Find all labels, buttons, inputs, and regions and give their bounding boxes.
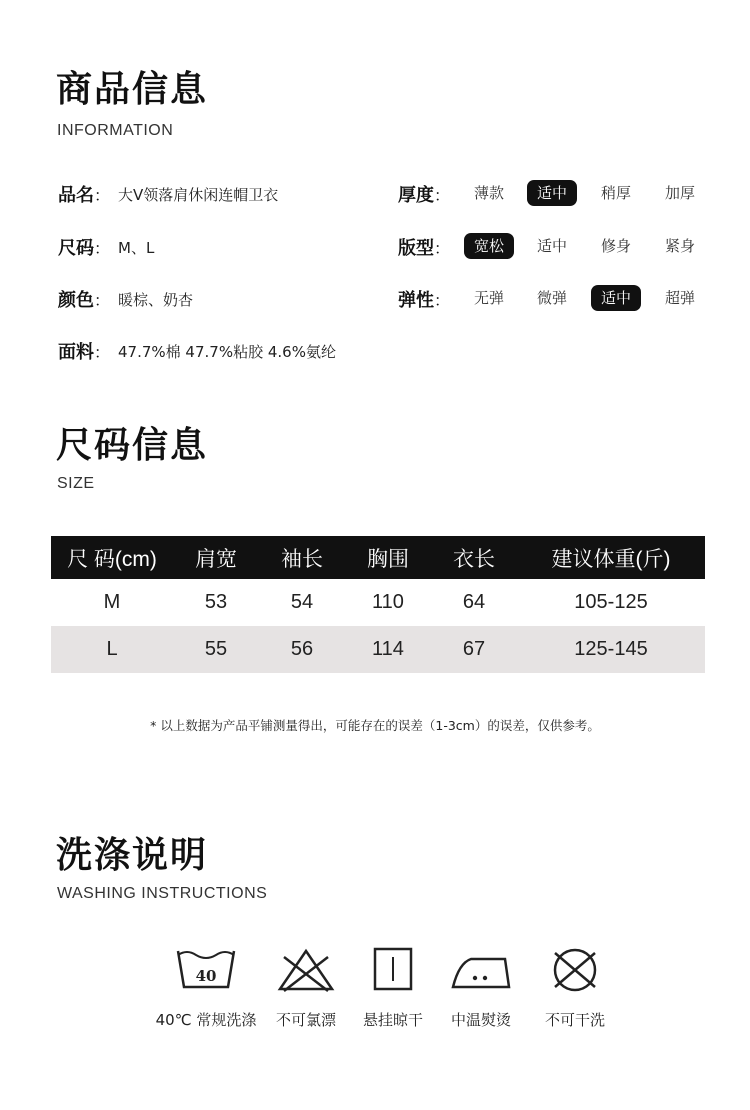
column-header: 肩宽 [173,536,259,579]
wash-item [261,945,351,1029]
table-cell: 125-145 [517,626,705,673]
table-row [51,626,705,673]
washing-title: 洗涤说明 [56,835,209,876]
table-cell: 67 [431,626,517,673]
table-cell: 64 [462,591,486,613]
separator: ： [94,185,111,205]
size-table-header [51,536,705,579]
wash-item [436,945,526,1029]
column-header: 胸围 [345,536,431,579]
product-color-value: 暖棕、奶杏 [118,290,194,309]
wash-40-icon [174,945,238,995]
separator: ： [434,238,451,258]
wash-label: 40℃ 常规洗涤 [155,1011,257,1029]
product-fabric-row [58,338,336,364]
product-fabric-value: 47.7%棉 47.7%粘胶 4.6%氨纶 [118,342,336,361]
elasticity-option: 超弹 [664,289,695,307]
elasticity-option: 微弹 [536,289,567,307]
size-table [51,536,705,673]
size-note: * 以上数据为产品平铺测量得出，可能存在的误差（1-3cm）的误差，仅供参考。 [150,718,600,733]
fit-option: 修身 [600,237,631,255]
wash-item [155,945,257,1029]
product-size-label: 尺码 [58,238,94,259]
separator: ： [434,185,451,205]
fit-row [398,234,458,260]
product-size-value: M、L [118,238,155,257]
column-header: 尺 码(cm) [51,536,173,579]
product-name-row [58,181,278,207]
separator: ： [94,290,111,310]
fit-option: 宽松 [464,233,514,259]
iron-medium-icon [449,945,513,995]
hang-dry-icon [361,945,425,995]
separator: ： [94,342,111,362]
size-info-title: 尺码信息 [56,425,209,466]
thickness-option: 加厚 [664,184,695,202]
table-cell: 53 [204,591,228,613]
table-cell: 56 [259,626,345,673]
no-dry-clean-icon [543,945,607,995]
elasticity-option: 适中 [591,285,641,311]
wash-label: 中温熨烫 [450,1011,511,1029]
table-cell: 54 [290,591,314,613]
fit-option: 紧身 [664,237,695,255]
table-cell: 105-125 [574,591,648,613]
thickness-label: 厚度 [398,185,434,206]
wash-item [348,945,438,1029]
no-bleach-icon [274,945,338,995]
wash-label: 悬挂晾干 [362,1011,423,1029]
product-info-subtitle: INFORMATION [57,122,174,139]
wash-temperature-text: 40 [195,967,217,985]
column-header: 袖长 [259,536,345,579]
thickness-option: 稍厚 [600,184,631,202]
table-cell: 110 [372,591,404,613]
column-header: 建议体重(斤) [517,536,705,579]
product-name-label: 品名 [58,185,94,206]
wash-item [530,945,620,1029]
wash-label: 不可干洗 [544,1011,605,1029]
elasticity-row [398,286,458,312]
fit-label: 版型 [398,238,434,259]
column-header: 衣长 [431,536,517,579]
product-color-label: 颜色 [58,290,94,311]
elasticity-option: 无弹 [473,289,504,307]
product-fabric-label: 面料 [58,342,94,363]
thickness-option: 适中 [527,180,577,206]
table-cell: 114 [345,626,431,673]
thickness-option: 薄款 [473,184,504,202]
wash-label: 不可氯漂 [275,1011,336,1029]
product-color-row [58,286,193,312]
table-cell: M [103,591,121,613]
separator: ： [94,238,111,258]
thickness-row [398,181,458,207]
separator: ： [434,290,451,310]
table-cell: L [51,626,173,673]
product-size-row [58,234,154,260]
product-name-value: 大V领落肩休闲连帽卫衣 [118,185,279,204]
fit-option: 适中 [536,237,567,255]
washing-subtitle: WASHING INSTRUCTIONS [57,885,268,902]
table-row [51,579,705,626]
table-cell: 55 [173,626,259,673]
size-info-subtitle: SIZE [57,475,95,492]
elasticity-label: 弹性 [398,290,434,311]
product-info-title: 商品信息 [56,69,209,110]
